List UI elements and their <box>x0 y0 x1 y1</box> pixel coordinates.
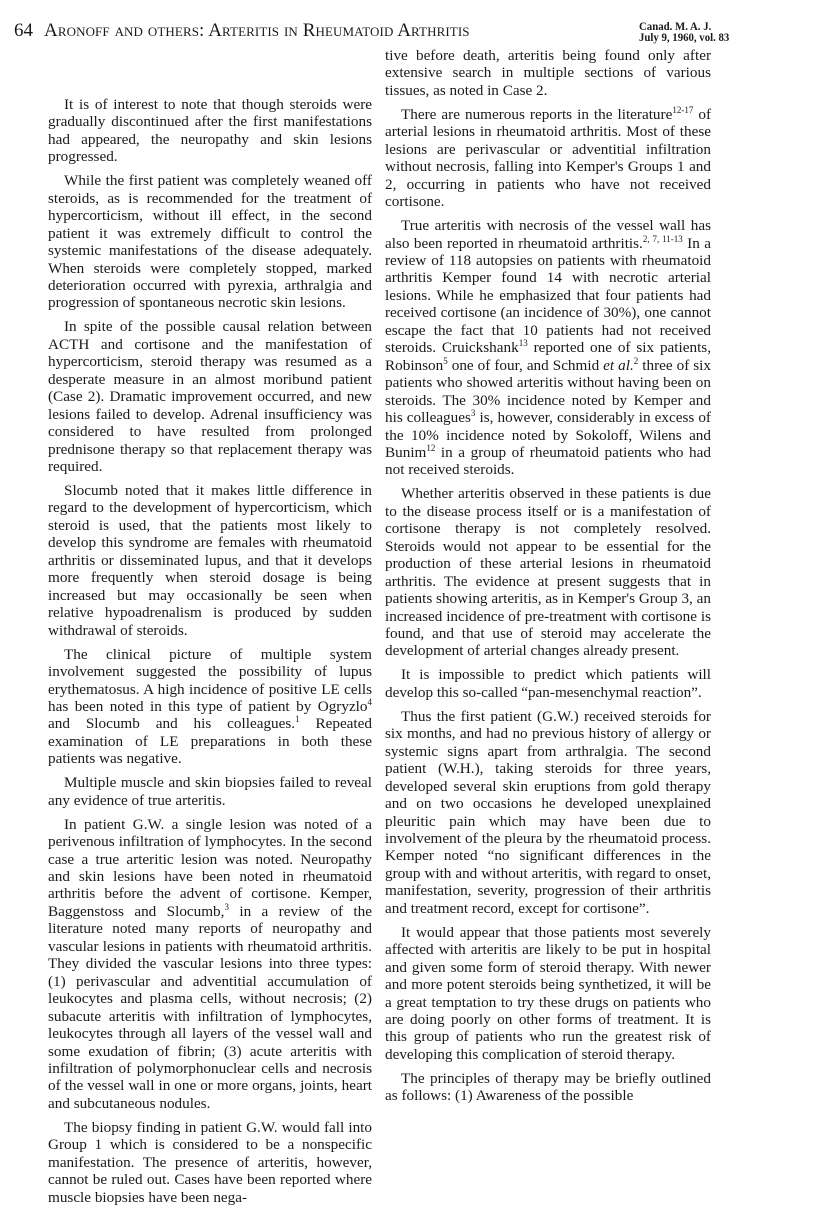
page-number: 64 <box>14 20 33 41</box>
paragraph <box>48 96 372 166</box>
reference-superscript: 5 <box>443 355 448 366</box>
paragraph <box>385 1070 711 1105</box>
reference-superscript: 2, 7, 11-13 <box>642 233 683 244</box>
paragraph <box>48 816 372 1113</box>
paragraph <box>385 106 711 211</box>
reference-superscript: 1 <box>295 714 300 725</box>
paragraph <box>385 924 711 1064</box>
journal-citation <box>639 21 729 43</box>
text-run: It is impossible to predict which patients will develop this so-called “pan-mesenchymal reaction”. <box>385 666 711 701</box>
text-run: reported one of six patients, Robinson <box>385 339 711 374</box>
reference-superscript: 13 <box>518 338 528 349</box>
paragraph <box>385 485 711 660</box>
text-run: in a review of the literature noted many reports of neuropathy and vascular lesions in patients with rheumatoid arthritis. They divided the vascular lesions into three types: (1) perivascular and adventitial accumulation of leukocytes and plasma cells, without necrosis; (2) subacute arteritis with infiltration of lymphocytes, leukocytes through all layers of the vessel wall and some exudation of fibrin; (3) acute arteritis with infiltration of polymorphonuclear cells and necrosis of the vessel wall in one or more organs, joints, heart and subcutaneous nodules. <box>48 902 372 1112</box>
journal-name: Canad. M. A. J. <box>639 19 712 33</box>
reference-superscript: 12 <box>426 442 436 453</box>
text-run: one of four, and Schmid <box>447 356 604 374</box>
text-run: In a review of 118 autopsies on patients with rheumatoid arthritis Kemper found 14 with necrotic arterial lesions. While he emphasized that four patients had received cortisone (an incidence of 30%), one cannot escape the fact that 10 patients had not received steroids. Cruickshank <box>385 234 711 357</box>
text-run: Whether arteritis observed in these patients is due to the disease process itself or is a manifestation of cortisone therapy is not completely resolved. Steroids would not appear to be essential for the production of these arterial lesions in rheumatoid arthritis. The evidence at present suggests that in patients showing arteritis, as in Kemper's Group 3, an increased incidence of pre-treatment with cortisone is found, and that use of steroid may accelerate the development of arterial changes already present. <box>385 485 711 660</box>
text-run: and Slocumb and his colleagues. <box>48 715 296 733</box>
reference-superscript: 3 <box>470 408 476 419</box>
paragraph <box>385 47 711 99</box>
text-run: The principles of therapy may be briefly outlined as follows: (1) Awareness of the possible <box>385 1069 711 1105</box>
paragraph <box>48 172 372 312</box>
text-run: It is of interest to note that though steroids were gradually discontinued after the first manifestations had appeared, the neuropathy and skin lesions progressed. <box>48 96 372 166</box>
paragraph <box>48 774 372 809</box>
text-run: Multiple muscle and skin biopsies failed to reveal any evidence of true arteritis. <box>48 774 372 809</box>
journal-issue: July 9, 1960, vol. 83 <box>639 30 730 44</box>
text-run: is, however, considerably in excess of the 10% incidence noted by Sokoloff, Wilens and Bunim <box>385 409 711 461</box>
text-run: It would appear that those patients most severely affected with arteritis are likely to be put in hospital and given some form of steroid therapy. With newer and more potent steroids being synthetized, it will be a great temptation to try these drugs on patients who are doing poorly on other forms of treatment. It is this group of patients who run the greatest risk of developing this complication of steroid therapy. <box>385 923 711 1063</box>
text-run: three of six patients who showed arteritis without having been on steroids. The 30% incidence noted by Kemper and his colleagues <box>385 356 711 427</box>
left-column <box>48 96 372 1213</box>
paragraph <box>48 318 372 475</box>
text-run: There are numerous reports in the literature <box>401 105 673 123</box>
text-run: tive before death, arteritis being found only after extensive search in multiple sections of various tissues, as noted in Case 2. <box>385 47 711 99</box>
paragraph <box>385 666 711 701</box>
reference-superscript: 4 <box>367 696 372 707</box>
text-run: The clinical picture of multiple system involvement suggested the possibility of lupus erythematosus. A high incidence of positive LE cells has been noted in this type of patient by Ogryzlo <box>48 645 372 715</box>
text-run: While the first patient was completely weaned off steroids, as is recommended for the treatment of hypercorticism, without ill effect, in the second patient it was extremely difficult to control the systemic manifestations of the disease adequately. When steroids were completely stopped, marked deterioration occurred with pyrexia, arthralgia and progression of spontaneous necrotic skin lesions. <box>48 172 372 312</box>
text-run: in a group of rheumatoid patients who had not received steroids. <box>385 443 711 479</box>
running-title: Aronoff and others: Arteritis in Rheumatoid Arthritis <box>44 20 470 41</box>
paragraph <box>48 482 372 639</box>
italic-text: et al. <box>603 356 634 374</box>
text-run: Thus the first patient (G.W.) received steroids for six months, and had no previous history of allergy or systemic signs apart from arthralgia. The second patient (W.H.), taking steroids for three years, developed several skin eruptions from gold therapy and on two occasions he developed unexplained pleuritic pain which may have been due to involvement of the pleura by the rheumatoid process. Kemper noted “no significant differences in the group with and without arteritis, with regard to onset, manifestation, severity, progression of their arthritis and treatment record, except for cortisone”. <box>385 707 711 917</box>
right-column <box>385 47 711 1111</box>
text-run: True arteritis with necrosis of the vessel wall has also been reported in rheumatoid arthritis. <box>385 217 711 252</box>
reference-superscript: 2 <box>633 355 639 366</box>
text-run: The biopsy finding in patient G.W. would fall into Group 1 which is considered to be a nonspecific manifestation. The presence of arteritis, however, cannot be ruled out. Cases have been reported where muscle biopsies have been nega- <box>48 1118 372 1206</box>
reference-superscript: 12-17 <box>672 104 694 115</box>
text-run: In spite of the possible causal relation between ACTH and cortisone and the manifestation of hypercorticism, steroid therapy was resumed as a desperate measure in an almost moribund patient (Case 2). Dramatic improvement occurred, and new lesions failed to develop. Adrenal insufficiency was considered to have resulted from prolonged prednisone therapy so that replacement therapy was required. <box>48 318 372 476</box>
text-run: of arterial lesions in rheumatoid arthritis. Most of these lesions are perivascular or adventitial infiltration without necrosis, falling into Kemper's Groups 1 and 2, occurring in patients who have not received cortisone. <box>385 105 711 211</box>
paragraph <box>385 708 711 917</box>
text-run: Repeated examination of LE preparations in both these patients was negative. <box>48 715 372 768</box>
reference-superscript: 3 <box>224 901 229 912</box>
paragraph <box>48 1119 372 1206</box>
text-run: In patient G.W. a single lesion was noted of a perivenous infiltration of lymphocytes. In the second case a true arteritic lesion was noted. Neuropathy and skin lesions have been noted in rheumatoid arthritis before the advent of cortisone. Kemper, Baggenstoss and Slocumb, <box>48 815 372 920</box>
paragraph <box>48 646 372 768</box>
paragraph <box>385 217 711 479</box>
text-run: Slocumb noted that it makes little difference in regard to the development of hypercorticism, which steroid is used, that the patients most likely to develop this syndrome are females with rheumatoid arthritis or disseminated lupus, and that it develops more frequently when steroid dosage is being increased but may occasionally be seen when relative hypoadrenalism is produced by sudden withdrawal of steroids. <box>48 482 372 639</box>
